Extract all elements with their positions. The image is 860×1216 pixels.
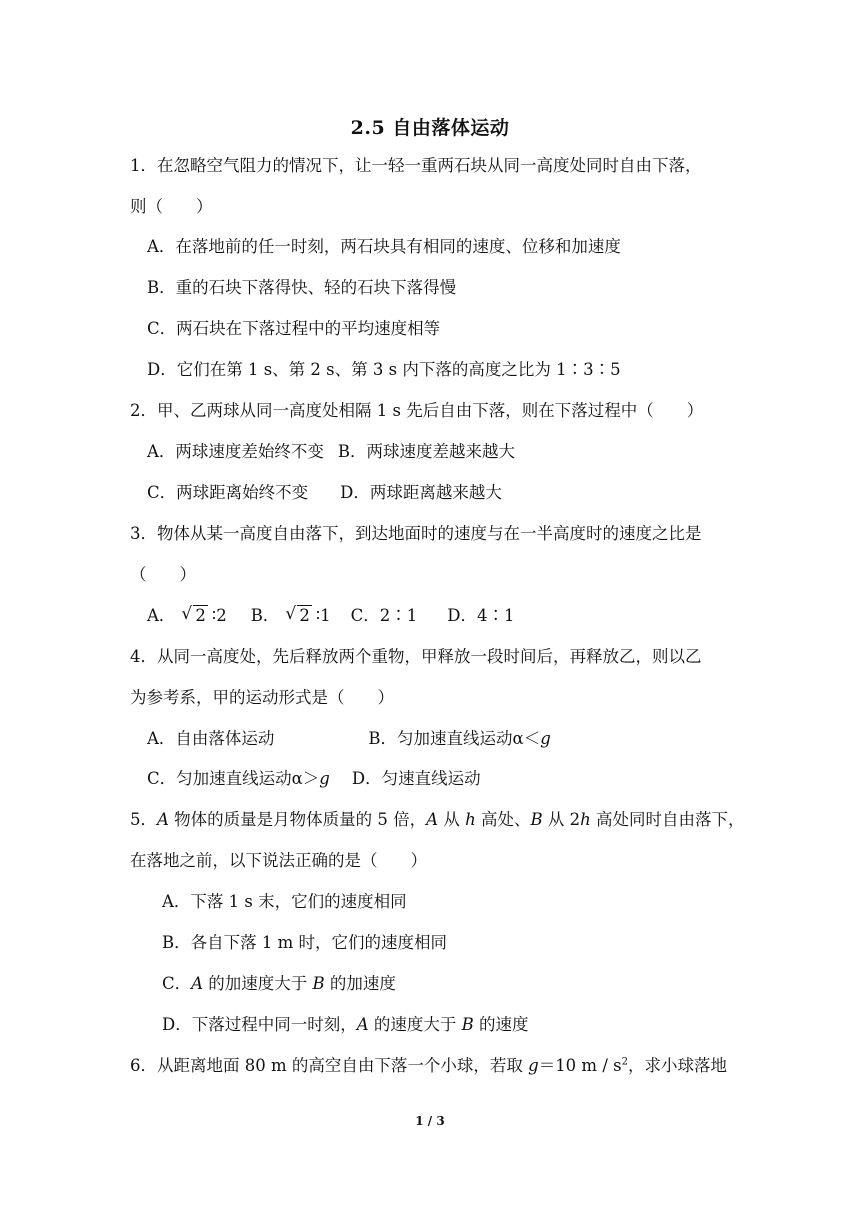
- q6-text-1: 6．从距离地面 80 m 的高空自由下落一个小球，若取: [130, 1056, 529, 1075]
- q5-option-c-var-b: B: [312, 974, 325, 993]
- q2-options-ab: [147, 441, 515, 463]
- q1-stem-line2: 则（ ）: [130, 197, 213, 216]
- q3-stem-line1: 3．物体从某一高度自由落下，到达地面时的速度与在一半高度时的速度之比是: [130, 524, 702, 543]
- q5-text-5: 高处同时自由落下，: [590, 810, 745, 829]
- q3-options: [147, 605, 515, 627]
- page-number: 1 / 3: [415, 1114, 445, 1128]
- sqrt-symbol: [181, 605, 208, 627]
- q5-option-c-mid: 的加速度大于: [203, 974, 313, 993]
- q6-text-2: ＝10 m / s: [538, 1056, 622, 1075]
- q2-option-c: C．两球距离始终不变: [147, 483, 309, 502]
- q2-option-b: B．两球速度差越来越大: [337, 442, 516, 461]
- q5-stem-line2: 在落地之前，以下说法正确的是（ ）: [130, 851, 427, 870]
- q6-stem-line1: [130, 1055, 727, 1077]
- q5-number: 5．: [130, 810, 157, 829]
- q1-option-b: B．重的石块下落得快、轻的石块下落得慢: [147, 278, 457, 297]
- q5-text-1: 物体的质量是月物体质量的 5 倍，: [168, 810, 427, 829]
- q3-stem-line2: （ ）: [130, 565, 196, 584]
- q4-option-c-var: g: [319, 769, 330, 788]
- q4-stem-line2: 为参考系，甲的运动形式是（ ）: [130, 688, 394, 707]
- q4-option-a: A．自由落体运动: [147, 729, 275, 748]
- q3-option-b-rest: ∶1: [315, 606, 331, 625]
- q4-options-cd: [147, 768, 481, 790]
- q6-superscript: 2: [621, 1056, 628, 1068]
- q3-option-d: D．4∶1: [447, 606, 515, 625]
- q5-option-d-post: 的速度: [473, 1015, 529, 1034]
- q5-option-d-pre: D．下落过程中同一时刻，: [162, 1015, 357, 1034]
- q5-option-c-post: 的加速度: [324, 974, 396, 993]
- q5-var-b: B: [530, 810, 543, 829]
- q1-option-c: C．两石块在下落过程中的平均速度相等: [147, 319, 441, 338]
- q5-option-d-var-a: A: [356, 1015, 369, 1034]
- q2-stem: 2．甲、乙两球从同一高度处相隔 1 s 先后自由下落，则在下落过程中（ ）: [130, 401, 704, 420]
- q5-var-h: h: [465, 810, 476, 829]
- q3-option-a-rest: ∶2: [211, 606, 227, 625]
- q4-stem-line1: 4．从同一高度处，先后释放两个重物，甲释放一段时间后，再释放乙，则以乙: [130, 647, 702, 666]
- q3-option-b-radicand: 2: [299, 606, 310, 625]
- q5-option-d: [162, 1014, 529, 1036]
- q4-option-c-text: C．匀加速直线运动α＞: [147, 769, 320, 788]
- q5-option-d-mid: 的速度大于: [368, 1015, 462, 1034]
- q5-option-c-var-a: A: [191, 974, 204, 993]
- q4-option-d: D．匀速直线运动: [351, 769, 481, 788]
- q5-var-h2: h: [580, 810, 591, 829]
- q1-stem-line1: 1．在忽略空气阻力的情况下，让一轻一重两石块从同一高度处同时自由下落，: [130, 156, 702, 175]
- q5-text-2: 从: [438, 810, 466, 829]
- q5-option-a: A．下落 1 s 末，它们的速度相同: [162, 892, 407, 911]
- q5-option-d-var-b: B: [461, 1015, 474, 1034]
- q3-option-a-label: A．: [147, 606, 176, 625]
- q4-options-ab: [147, 728, 551, 750]
- q6-var-g: g: [528, 1056, 539, 1075]
- q5-option-c: [162, 973, 396, 995]
- q1-option-a: A．在落地前的任一时刻，两石块具有相同的速度、位移和加速度: [147, 237, 621, 256]
- page-title: 2.5 自由落体运动: [350, 117, 510, 139]
- q3-option-a-radicand: 2: [195, 606, 206, 625]
- q5-option-c-pre: C．: [162, 974, 192, 993]
- sqrt-symbol: [285, 605, 312, 627]
- q5-option-b: B．各自下落 1 m 时，它们的速度相同: [162, 933, 448, 952]
- q3-option-b-label: B．: [250, 606, 280, 625]
- q5-text-4: 从 2: [542, 810, 581, 829]
- q6-text-3: ，求小球落地: [627, 1056, 727, 1075]
- q2-options-cd: [147, 482, 502, 504]
- q3-option-c: C．2∶1: [350, 606, 418, 625]
- q1-option-d: D．它们在第 1 s、第 2 s、第 3 s 内下落的高度之比为 1∶3∶5: [147, 360, 621, 379]
- q2-option-d: D．两球距离越来越大: [340, 483, 502, 502]
- q4-option-b-text: B．匀加速直线运动α＜: [368, 729, 541, 748]
- q5-var-a: A: [157, 810, 169, 829]
- q2-option-a: A．两球速度差始终不变: [147, 442, 324, 461]
- q5-var-a2: A: [426, 810, 439, 829]
- q5-stem-line1: [130, 809, 745, 831]
- q5-text-3: 高处、: [475, 810, 531, 829]
- q4-option-b-var: g: [540, 729, 551, 748]
